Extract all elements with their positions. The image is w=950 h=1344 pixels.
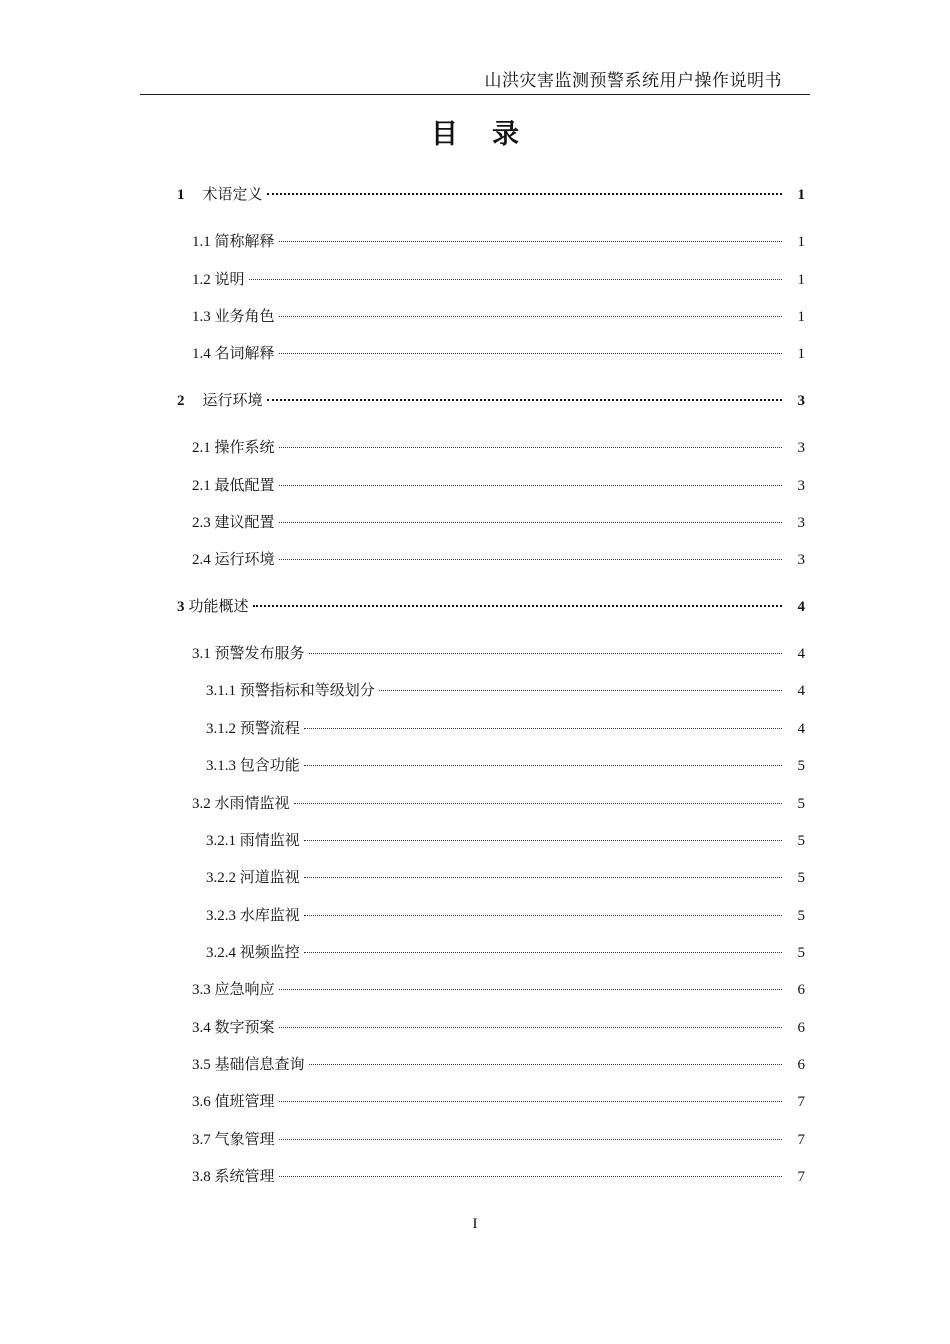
toc-entry-page: 6 [797,982,805,998]
toc-leader-dots [379,690,782,691]
toc-entry-page: 5 [797,945,805,961]
toc-entry-number: 3 [177,599,185,615]
toc-entry-label [192,1016,275,1037]
toc-entry-page: 4 [797,683,805,699]
toc-entry[interactable] [206,904,805,926]
toc-entry-text: 术语定义 [202,187,263,203]
toc-entry-page: 4 [797,599,805,615]
toc-entry-text: 3.1.2 预警流程 [206,721,300,737]
toc-entry[interactable] [192,978,805,1000]
toc-entry-page: 1 [797,272,805,288]
toc-entry[interactable] [206,941,805,963]
toc-entry-label [192,342,275,363]
toc-entry-page: 7 [797,1169,805,1185]
toc-entry[interactable] [192,268,805,290]
toc-entry-text: 1.1 简称解释 [192,234,275,250]
toc-entry-text: 功能概述 [188,599,249,615]
toc-leader-dots [294,803,782,804]
toc-entry-label [192,474,275,495]
toc-entry[interactable] [192,548,805,570]
toc-leader-dots [249,279,782,280]
toc-entry-text: 3.5 基础信息查询 [192,1057,305,1073]
toc-entry-number: 2 [177,393,185,409]
toc-leader-dots [304,952,782,953]
toc-entry-label [192,978,275,999]
toc-entry[interactable] [192,474,805,496]
toc-entry[interactable] [192,792,805,814]
toc-entry-text: 1.4 名词解释 [192,346,275,362]
toc-leader-dots [304,840,782,841]
toc-entry-text: 3.1 预警发布服务 [192,646,305,662]
toc-leader-dots [279,485,782,486]
document-title: 山洪灾害监测预警系统用户操作说明书 [484,71,782,90]
toc-leader-dots [309,653,782,654]
toc-entry-text: 3.7 气象管理 [192,1132,275,1148]
toc-leader-dots [279,1101,782,1102]
toc-entry-label [206,829,300,850]
toc-entry[interactable] [177,389,805,411]
toc-entry-page: 4 [797,646,805,662]
toc-entry[interactable] [206,829,805,851]
toc-entry[interactable] [206,754,805,776]
toc-entry-page: 5 [797,796,805,812]
toc-entry-text: 运行环境 [202,393,263,409]
toc-leader-dots [279,241,782,242]
page-number: I [472,1216,478,1232]
toc-leader-dots [304,915,782,916]
toc-entry-page: 1 [797,346,805,362]
toc-leader-dots [304,877,782,878]
toc-entry-label [192,268,245,289]
toc-entry-text: 1.3 业务角色 [192,309,275,325]
toc-entry-text: 2.1 最低配置 [192,478,275,494]
toc-entry-text: 3.2.1 雨情监视 [206,833,300,849]
toc-entry-label [177,183,263,204]
toc-entry-label [192,792,290,813]
toc-leader-dots [279,1139,782,1140]
toc-entry-label [206,679,375,700]
toc-entry-label [192,642,305,663]
toc-entry-text: 3.6 值班管理 [192,1094,275,1110]
toc-entry-page: 3 [797,515,805,531]
toc-entry-text: 3.3 应急响应 [192,982,275,998]
toc-entry[interactable] [192,305,805,327]
toc-leader-dots [279,559,782,560]
toc-entry-page: 3 [797,393,805,409]
toc-entry[interactable] [206,866,805,888]
toc-entry[interactable] [192,230,805,252]
toc-entry-text: 3.1.3 包含功能 [206,758,300,774]
toc-leader-dots [279,447,782,448]
toc-leader-dots [309,1064,782,1065]
toc-entry[interactable] [192,511,805,533]
toc-entry-page: 7 [797,1094,805,1110]
toc-leader-dots [279,989,782,990]
toc-entry-label [192,511,275,532]
toc-entry-label [206,754,300,775]
toc-entry[interactable] [192,436,805,458]
toc-entry-label [192,1090,275,1111]
toc-entry-page: 5 [797,870,805,886]
toc-entry[interactable] [206,679,805,701]
toc-entry[interactable] [192,1090,805,1112]
toc-entry[interactable] [192,1053,805,1075]
toc-entry-label [206,866,300,887]
toc-entry-label [177,595,249,616]
toc-entry-text: 2.3 建议配置 [192,515,275,531]
toc-entry-text: 2.4 运行环境 [192,552,275,568]
toc-leader-dots [253,605,782,607]
toc-entry-number: 1 [177,187,185,203]
toc-entry-page: 5 [797,908,805,924]
toc-entry-page: 6 [797,1057,805,1073]
toc-entry-label [177,389,263,410]
toc-leader-dots [304,728,782,729]
toc-leader-dots [267,399,782,401]
toc-heading: 目录 [431,119,553,150]
toc-leader-dots [279,1027,782,1028]
toc-entry-page: 5 [797,758,805,774]
toc-entry-text: 3.2.2 河道监视 [206,870,300,886]
toc-entry-page: 5 [797,833,805,849]
toc-entry-text: 3.2.4 视频监控 [206,945,300,961]
toc-entry-label [192,305,275,326]
toc-entry-label [192,1128,275,1149]
toc-entry-label [192,1165,275,1186]
toc-entry[interactable] [192,1128,805,1150]
toc-leader-dots [279,1176,782,1177]
toc-entry[interactable] [177,595,805,617]
toc-entry-label [206,904,300,925]
toc-leader-dots [279,316,782,317]
toc-entry-page: 3 [797,552,805,568]
toc-entry[interactable] [177,183,805,205]
toc-entry[interactable] [192,1165,805,1187]
toc-entry-page: 1 [797,234,805,250]
toc-entry-text: 3.2 水雨情监视 [192,796,290,812]
toc-entry[interactable] [192,342,805,364]
toc-leader-dots [267,193,782,195]
toc-entry-text: 3.8 系统管理 [192,1169,275,1185]
toc-entry-page: 6 [797,1020,805,1036]
toc-entry-page: 1 [797,309,805,325]
toc-entry-page: 1 [797,187,805,203]
toc-leader-dots [304,765,782,766]
toc-entry-label [192,436,275,457]
toc-entry[interactable] [192,1016,805,1038]
toc-entry-page: 7 [797,1132,805,1148]
toc-entry-text: 3.4 数字预案 [192,1020,275,1036]
toc-entry-label [206,941,300,962]
toc-entry-text: 1.2 说明 [192,272,245,288]
toc-entry-page: 3 [797,478,805,494]
toc-entry[interactable] [206,717,805,739]
toc-entry[interactable] [192,642,805,664]
toc-entry-label [192,1053,305,1074]
toc-entry-label [206,717,300,738]
toc-leader-dots [279,353,782,354]
toc-entry-text: 2.1 操作系统 [192,440,275,456]
toc-entry-label [192,548,275,569]
toc-entry-label [192,230,275,251]
toc-entry-text: 3.1.1 预警指标和等级划分 [206,683,375,699]
toc-leader-dots [279,522,782,523]
toc-entry-text: 3.2.3 水库监视 [206,908,300,924]
toc-entry-page: 4 [797,721,805,737]
toc-entry-page: 3 [797,440,805,456]
